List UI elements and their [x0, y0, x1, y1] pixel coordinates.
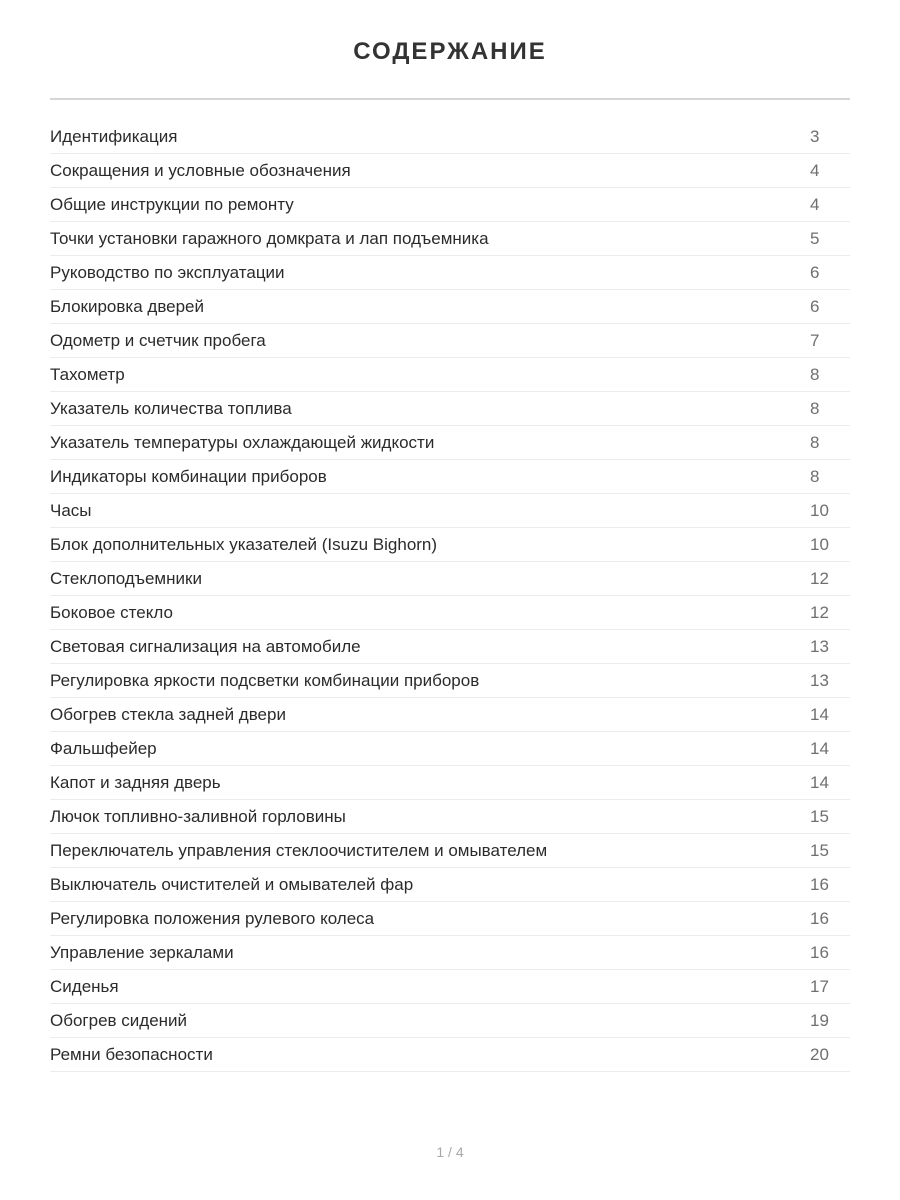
toc-entry-title: Блок дополнительных указателей (Isuzu Bighorn) — [50, 535, 438, 554]
toc-entry-title: Тахометр — [50, 365, 125, 384]
toc-entry-title: Переключатель управления стеклоочистителем и омывателем — [50, 841, 548, 860]
toc-entry-page-number: 14 — [810, 705, 829, 724]
toc-entry-title: Капот и задняя дверь — [50, 773, 221, 792]
toc-entry[interactable] — [50, 732, 850, 766]
toc-entry-page-number: 3 — [810, 127, 820, 146]
toc-entry-title: Световая сигнализация на автомобиле — [50, 637, 361, 656]
toc-entry-title: Ремни безопасности — [50, 1045, 213, 1064]
toc-entry[interactable] — [50, 766, 850, 800]
toc-entry-title: Боковое стекло — [50, 603, 173, 622]
toc-entry[interactable] — [50, 222, 850, 256]
toc-entry[interactable] — [50, 528, 850, 562]
toc-entry-page-number: 12 — [810, 569, 829, 588]
toc-entry-title: Идентификация — [50, 127, 178, 146]
toc-entry[interactable] — [50, 358, 850, 392]
toc-entry[interactable] — [50, 936, 850, 970]
table-of-contents — [50, 120, 850, 1072]
toc-entry-page-number: 20 — [810, 1045, 829, 1064]
page-title: СОДЕРЖАНИЕ — [353, 38, 547, 65]
toc-entry-page-number: 8 — [810, 399, 820, 418]
toc-entry-page-number: 13 — [810, 637, 829, 656]
toc-entry-page-number: 4 — [810, 161, 820, 180]
toc-entry[interactable] — [50, 426, 850, 460]
toc-entry[interactable] — [50, 630, 850, 664]
toc-entry-page-number: 7 — [810, 331, 820, 350]
toc-entry[interactable] — [50, 494, 850, 528]
toc-entry[interactable] — [50, 664, 850, 698]
toc-entry-title: Управление зеркалами — [50, 943, 234, 962]
toc-entry-title: Указатель температуры охлаждающей жидкости — [50, 433, 435, 452]
toc-entry-title: Блокировка дверей — [50, 297, 205, 316]
toc-entry[interactable] — [50, 324, 850, 358]
toc-entry[interactable] — [50, 698, 850, 732]
toc-entry-page-number: 8 — [810, 467, 820, 486]
toc-entry-page-number: 4 — [810, 195, 820, 214]
toc-entry[interactable] — [50, 902, 850, 936]
toc-entry-title: Индикаторы комбинации приборов — [50, 467, 327, 486]
toc-entry-page-number: 16 — [810, 875, 829, 894]
toc-entry[interactable] — [50, 188, 850, 222]
toc-entry-title: Сиденья — [50, 977, 119, 996]
toc-entry-page-number: 10 — [810, 535, 829, 554]
toc-entry[interactable] — [50, 1038, 850, 1072]
toc-entry[interactable] — [50, 1004, 850, 1038]
toc-entry[interactable] — [50, 596, 850, 630]
toc-entry-title: Фальшфейер — [50, 739, 157, 758]
toc-entry-title: Стеклоподъемники — [50, 569, 202, 588]
toc-entry-title: Обогрев сидений — [50, 1011, 188, 1030]
toc-entry-page-number: 19 — [810, 1011, 829, 1030]
toc-entry-page-number: 6 — [810, 297, 820, 316]
toc-entry-title: Регулировка яркости подсветки комбинации приборов — [50, 671, 480, 690]
toc-entry[interactable] — [50, 392, 850, 426]
toc-entry[interactable] — [50, 460, 850, 494]
toc-entry[interactable] — [50, 154, 850, 188]
toc-entry-page-number: 8 — [810, 365, 820, 384]
toc-entry-page-number: 14 — [810, 739, 829, 758]
toc-entry-page-number: 15 — [810, 807, 829, 826]
toc-entry-title: Общие инструкции по ремонту — [50, 195, 294, 214]
toc-entry[interactable] — [50, 562, 850, 596]
toc-entry[interactable] — [50, 970, 850, 1004]
toc-entry-page-number: 16 — [810, 909, 829, 928]
toc-entry-page-number: 13 — [810, 671, 829, 690]
toc-entry[interactable] — [50, 800, 850, 834]
title-divider — [50, 98, 850, 100]
page-indicator: 1 / 4 — [436, 1144, 464, 1160]
toc-entry-page-number: 15 — [810, 841, 829, 860]
toc-entry-title: Часы — [50, 501, 92, 520]
toc-entry-title: Точки установки гаражного домкрата и лап подъемника — [50, 229, 489, 248]
toc-entry-page-number: 8 — [810, 433, 820, 452]
toc-entry-page-number: 17 — [810, 977, 829, 996]
toc-entry[interactable] — [50, 120, 850, 154]
toc-entry-title: Обогрев стекла задней двери — [50, 705, 286, 724]
toc-entry-page-number: 5 — [810, 229, 820, 248]
toc-entry[interactable] — [50, 834, 850, 868]
toc-entry-title: Руководство по эксплуатации — [50, 263, 285, 282]
toc-entry-title: Указатель количества топлива — [50, 399, 292, 418]
toc-entry-page-number: 6 — [810, 263, 820, 282]
toc-entry-title: Одометр и счетчик пробега — [50, 331, 266, 350]
toc-entry-title: Выключатель очистителей и омывателей фар — [50, 875, 414, 894]
toc-entry-page-number: 14 — [810, 773, 829, 792]
toc-entry-title: Регулировка положения рулевого колеса — [50, 909, 375, 928]
toc-entry[interactable] — [50, 290, 850, 324]
toc-entry-title: Сокращения и условные обозначения — [50, 161, 351, 180]
toc-entry[interactable] — [50, 868, 850, 902]
toc-entry[interactable] — [50, 256, 850, 290]
toc-entry-title: Лючок топливно-заливной горловины — [50, 807, 346, 826]
toc-entry-page-number: 12 — [810, 603, 829, 622]
toc-entry-page-number: 16 — [810, 943, 829, 962]
toc-entry-page-number: 10 — [810, 501, 829, 520]
